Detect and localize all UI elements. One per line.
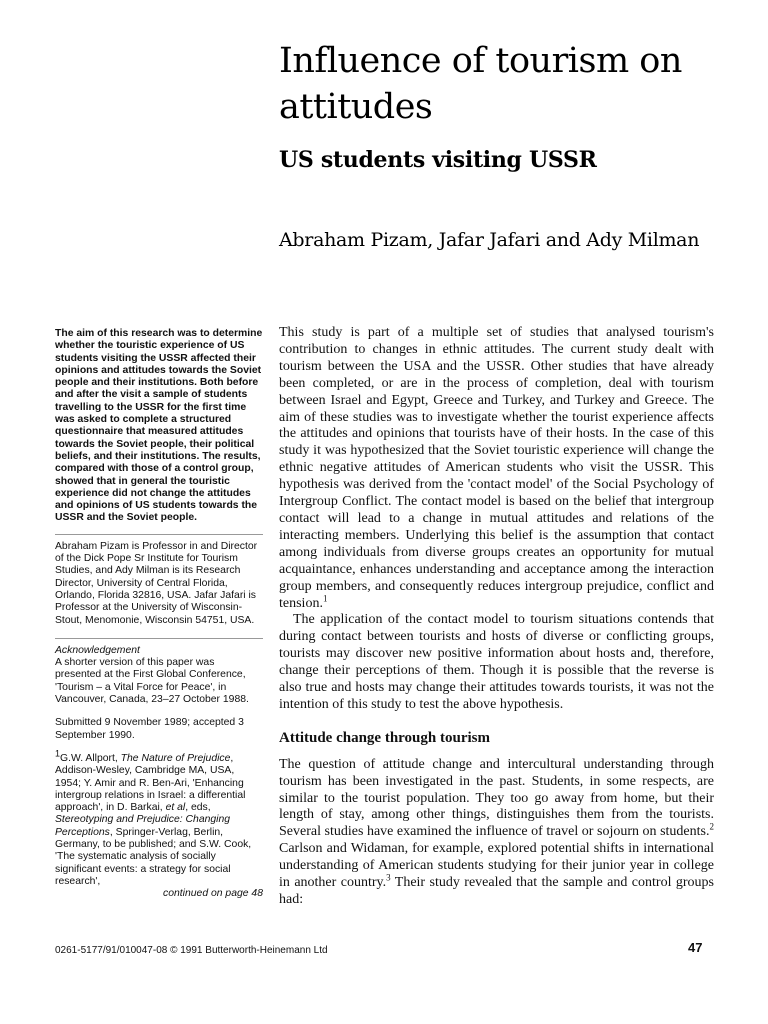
footnote-reference xyxy=(55,748,263,888)
paragraph xyxy=(279,325,714,612)
footnote-marker: 2 xyxy=(709,821,714,832)
paragraph-text: The question of attitude change and intercultural understanding through tourism has been investigated in the past. Students, in some respects, are similar to the tourist population. They too go away from home, but their length of stay, among other things, distinguishes them from the tourists. Several studies have examined the influence of travel or sojourn on students. xyxy=(279,756,714,840)
article-title: Influence of tourism on attitudes xyxy=(279,41,682,127)
ref-book-title: Stereotyping and Prejudice: Changing Perceptions xyxy=(55,814,231,838)
paragraph-text: Carlson and Widaman, for example, explored potential shifts in international understanding of American students studying for their junior year in college in another country. xyxy=(279,841,714,891)
article-subtitle: US students visiting USSR xyxy=(279,147,597,173)
paragraph xyxy=(279,757,714,909)
article-authors: Abraham Pizam, Jafar Jafari and Ady Milman xyxy=(279,229,700,251)
acknowledgement-heading: Acknowledgement xyxy=(55,644,140,656)
page-number: 47 xyxy=(688,940,703,955)
ref-text: , eds, xyxy=(185,802,211,814)
ref-text: , Springer-Verlag, Berlin, Germany, to be published; and S.W. Cook, 'The systematic analysis of socially significant events: a strategy for social research', xyxy=(55,826,252,887)
ref-et-al: et al xyxy=(165,802,186,814)
footnote-marker: 1 xyxy=(55,748,61,759)
ref-text: G.W. Allport, xyxy=(60,752,121,764)
paragraph-text: This study is part of a multiple set of studies that analysed tourism's contribution to changes in ethnic attitudes. The current study dealt with tourism between the USA and the USSR. Other studies that have already been completed, or are in the process of completion, deal with tourism between Israel and Egypt, Greece and Turkey, and Turkey and Greece. The aim of these studies was to investigate whether the tourist experience affects the attitudes and opinions that tourists have of their hosts. In the case of this study it was hypothesized that the Soviet touristic experience will change the ethnic negative attitudes of American students who visit the USSR. This hypothesis was derived from the 'contact model' of the Social Psychology of Intergroup Conflict. The contact model is based on the belief that intergroup contact will lead to a change in mutual attitudes and relations of the interacting members. Underlying this belief is the assumption that contact among individuals from diverse groups creates an opportunity for mutual acquaintance, enhances understanding and acceptance among the interaction group members, and consequently reduces intergroup prejudice, conflict and tension. xyxy=(279,325,714,611)
body-text xyxy=(279,325,714,909)
ref-text: , Addison-Wesley, Cambridge MA, USA, 1954; Y. Amir and R. Ben-Ari, 'Enhancing intergroup relations in Israel: a differential approach', in D. Barkai, xyxy=(55,752,246,814)
sidebar xyxy=(55,328,263,900)
section-heading: Attitude change through tourism xyxy=(279,729,490,746)
submission-dates: Submitted 9 November 1989; accepted 3 September 1990. xyxy=(55,717,244,741)
footnote-marker: 1 xyxy=(322,592,328,603)
acknowledgement-text: A shorter version of this paper was presented at the First Global Conference, 'Tourism – a Vital Force for Peace', in Vancouver, Canada, 23–27 October 1988. xyxy=(55,657,249,706)
ref-book-title: The Nature of Prejudice xyxy=(120,752,231,764)
footnote-marker: 3 xyxy=(386,872,391,883)
author-info: Abraham Pizam is Professor in and Director of the Dick Pope Sr Institute for Tourism Studies, and Ady Milman is its Research Director, University of Central Florida, Orlando, Florida 32816, USA. Jafar Jafari is Professor at the University of Wisconsin-Stout, Menomonie, Wisconsin 54751, USA. xyxy=(55,540,258,626)
sidebar-divider xyxy=(55,534,263,535)
copyright-line: 0261-5177/91/010047-08 © 1991 Butterworth-Heinemann Ltd xyxy=(55,945,328,956)
sidebar-divider xyxy=(55,638,263,639)
abstract: The aim of this research was to determine whether the touristic experience of US students visiting the USSR affected their opinions and attitudes towards the Soviet people and their institutions. Both before and after the visit a sample of students travelling to the USSR for the first time was asked to complete a structured questionnaire that measured attitudes towards the Soviet people, their political beliefs, and their institutions. The results, compared with those of a control group, showed that in general the touristic experience did not change the attitudes and opinions of US students towards the USSR and the Soviet people. xyxy=(55,328,263,524)
title-block xyxy=(279,38,749,174)
paragraph-text: Their study revealed that the sample and control groups had: xyxy=(279,875,714,907)
continued-note: continued on page 48 xyxy=(163,888,263,900)
paragraph: The application of the contact model to tourism situations contends that during contact between tourists and hosts of diverse or conflicting groups, tourists may discover new positive information about hosts and, therefore, change their perceptions of them. Though it is possible that the reverse is also true and hosts may change their attitudes towards tourists, it was not the intention of this study to test the above hypothesis. xyxy=(279,612,714,712)
